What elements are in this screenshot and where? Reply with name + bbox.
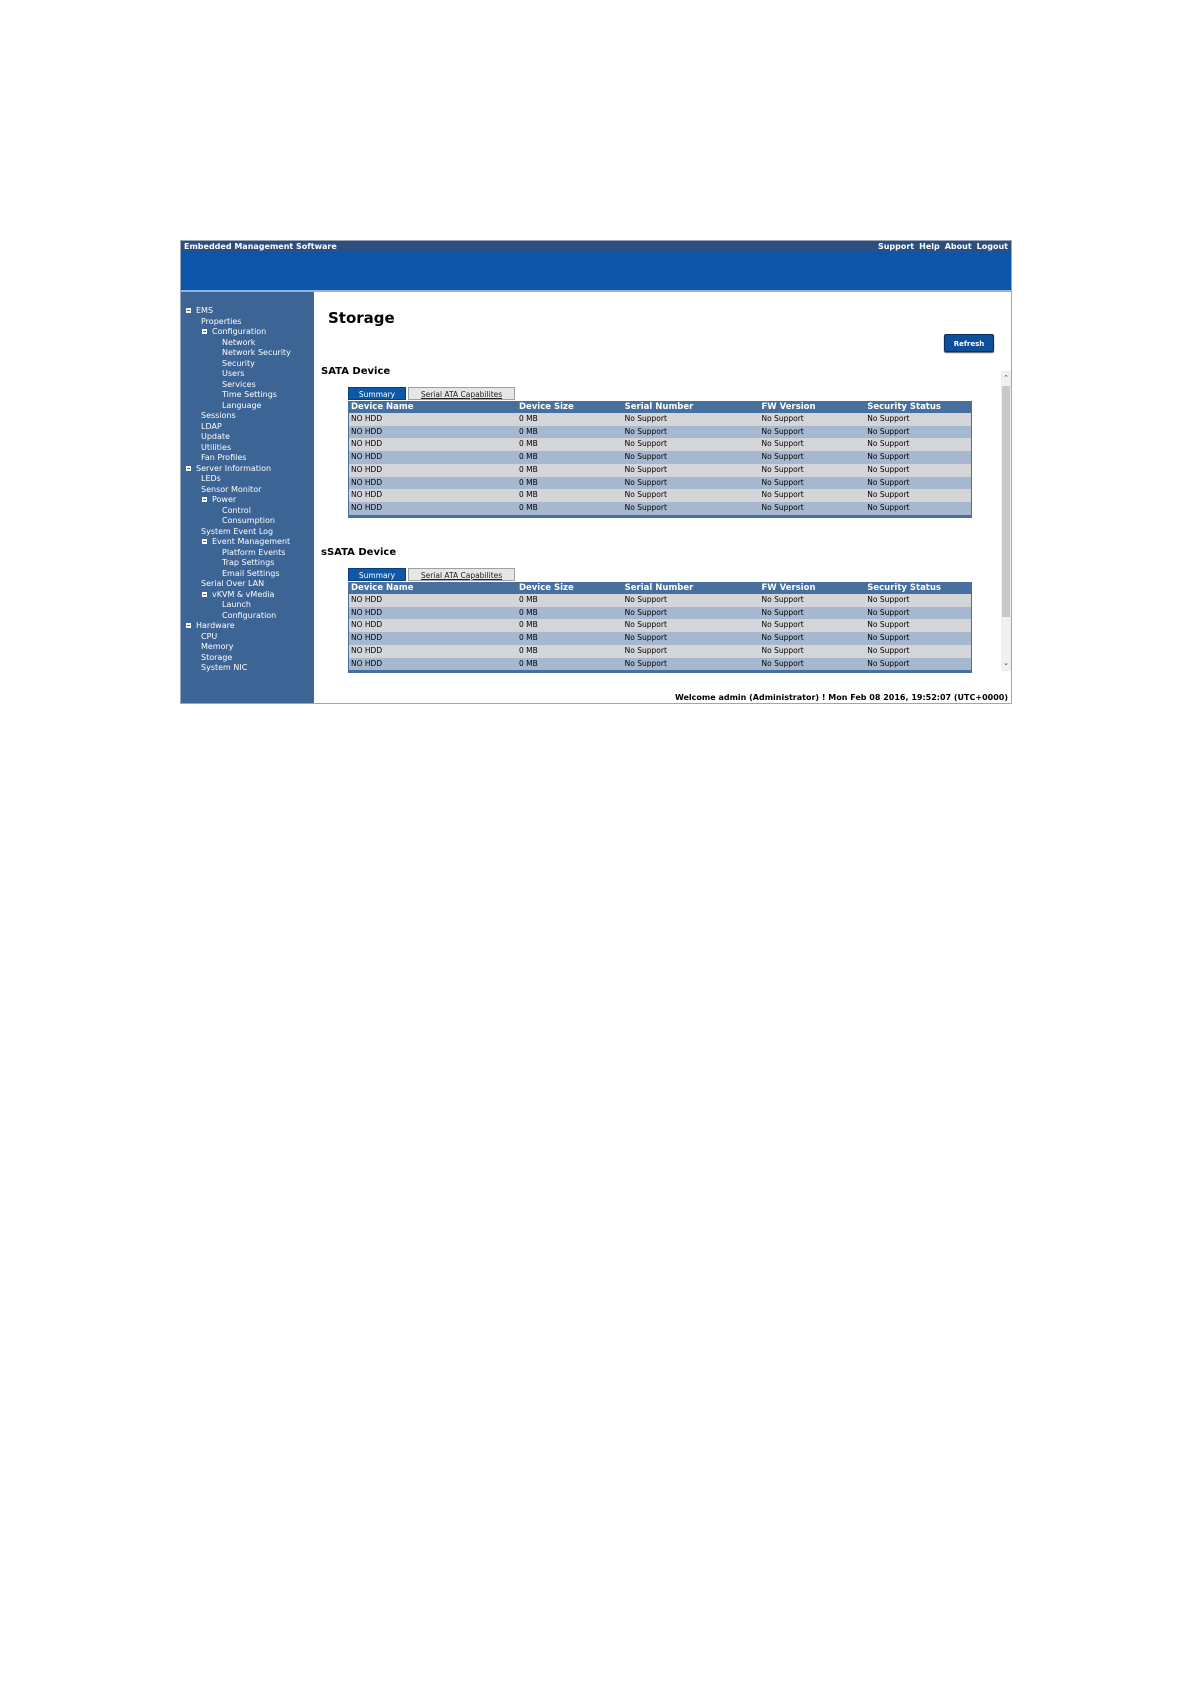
ssata-tab-capabilities[interactable]: Serial ATA Capabilites [408, 568, 515, 581]
table-cell: NO HDD [349, 477, 517, 490]
sidebar-item[interactable] [185, 537, 291, 548]
sidebar-item-label: Trap Settings [222, 558, 275, 567]
sidebar-item-label: System Event Log [201, 526, 274, 536]
sidebar-item-label: Language [222, 400, 262, 410]
table-cell: NO HDD [349, 502, 517, 515]
table-cell: NO HDD [349, 451, 517, 464]
table-cell: No Support [760, 477, 866, 490]
help-link[interactable]: Help [919, 242, 940, 251]
table-cell: No Support [865, 451, 971, 464]
table-cell: No Support [623, 489, 760, 502]
sidebar-item-label: Properties [201, 316, 242, 326]
header-banner [181, 252, 1011, 292]
sidebar-item-label: Network [222, 337, 256, 347]
sidebar-item[interactable] [185, 600, 291, 611]
table-cell: No Support [865, 619, 971, 632]
sidebar-item-label: Configuration [212, 327, 267, 336]
table-cell: No Support [760, 632, 866, 645]
sidebar-item[interactable] [185, 317, 291, 328]
table-cell: 0 MB [517, 464, 623, 477]
column-header: FW Version [761, 402, 816, 412]
table-cell: 0 MB [517, 594, 623, 607]
sidebar-item-label: Utilities [201, 442, 232, 452]
table-cell: NO HDD [349, 619, 517, 632]
table-cell: No Support [865, 413, 971, 426]
table-cell: No Support [865, 502, 971, 515]
sidebar-item[interactable] [185, 663, 291, 674]
column-header: Security Status [867, 402, 941, 412]
sidebar-item[interactable] [185, 516, 291, 527]
sidebar-item-label: Sensor Monitor [201, 484, 262, 494]
ssata-section-title: sSATA Device [321, 547, 397, 558]
table-cell: No Support [865, 438, 971, 451]
sidebar-item-label: Consumption [222, 516, 275, 525]
table-row [349, 658, 971, 671]
support-link[interactable]: Support [877, 242, 915, 251]
table-cell: No Support [623, 632, 760, 645]
table-cell: No Support [623, 438, 760, 451]
collapse-icon[interactable] [202, 497, 207, 502]
sidebar-item-label: Fan Profiles [201, 453, 247, 462]
column-header: FW Version [761, 583, 816, 593]
table-cell: No Support [760, 658, 866, 671]
table-row [349, 502, 971, 515]
sidebar-item[interactable] [185, 369, 291, 380]
sidebar-item-label: Platform Events [222, 547, 286, 557]
table-cell: No Support [865, 426, 971, 439]
table-cell: No Support [760, 438, 866, 451]
table-cell: 0 MB [517, 426, 623, 439]
table-cell: 0 MB [517, 619, 623, 632]
table-row [349, 632, 971, 645]
sidebar-item-label: LDAP [201, 421, 222, 431]
collapse-icon[interactable] [202, 592, 207, 597]
table-cell: No Support [623, 594, 760, 607]
column-header: Device Name [351, 583, 414, 593]
sidebar-item-label: vKVM & vMedia [212, 589, 275, 599]
table-row [349, 594, 971, 607]
main-content [314, 292, 1011, 703]
sata-section-title: SATA Device [321, 366, 391, 377]
sidebar-item[interactable] [185, 527, 291, 538]
sidebar-item[interactable] [185, 422, 291, 433]
column-header: Security Status [867, 583, 941, 593]
table-cell: No Support [623, 451, 760, 464]
table-cell: 0 MB [517, 477, 623, 490]
column-header: Device Name [351, 402, 414, 412]
sidebar-item[interactable] [185, 474, 291, 485]
sata-tab-capabilities[interactable]: Serial ATA Capabilites [408, 387, 515, 400]
sata-tabs [348, 387, 517, 400]
table-cell: No Support [623, 619, 760, 632]
table-row [349, 489, 971, 502]
sidebar-item-label: Configuration [222, 610, 277, 620]
collapse-icon[interactable] [186, 623, 191, 628]
sata-tab-summary[interactable]: Summary [348, 387, 406, 400]
sidebar-item-label: Email Settings [222, 568, 280, 578]
sidebar-item[interactable] [185, 359, 291, 370]
sidebar-item[interactable] [185, 380, 291, 391]
column-header: Serial Number [624, 583, 694, 593]
table-row [349, 645, 971, 658]
sidebar-item[interactable] [185, 632, 291, 643]
status-bar: Welcome admin (Administrator) ! Mon Feb 08 2016, 19:52:07 (UTC+0000) [674, 693, 1008, 702]
table-row [349, 607, 971, 620]
table-header-row [349, 402, 971, 413]
table-row [349, 619, 971, 632]
sidebar-item[interactable] [185, 453, 291, 464]
table-cell: 0 MB [517, 502, 623, 515]
sidebar-item[interactable] [185, 306, 291, 317]
sidebar-item[interactable] [185, 579, 291, 590]
sidebar-item-label: Users [222, 369, 245, 378]
table-row [349, 413, 971, 426]
sidebar-item[interactable] [185, 495, 291, 506]
table-cell: No Support [865, 477, 971, 490]
table-cell: No Support [760, 502, 866, 515]
top-links [878, 241, 1008, 252]
table-cell: 0 MB [517, 489, 623, 502]
sidebar-item[interactable] [185, 558, 291, 569]
sidebar-item[interactable] [185, 348, 291, 359]
scroll-up-icon[interactable]: ⌃ [1003, 374, 1009, 382]
scroll-down-icon[interactable]: ⌄ [1003, 659, 1009, 667]
sidebar-item-label: Control [222, 505, 251, 515]
app-window [180, 240, 1012, 704]
sidebar-item[interactable] [185, 611, 291, 622]
column-header: Device Size [518, 583, 574, 593]
sidebar-item[interactable] [185, 401, 291, 412]
column-header: Serial Number [624, 402, 694, 412]
logout-link[interactable]: Logout [976, 242, 1008, 251]
table-cell: No Support [760, 594, 866, 607]
ssata-tabs [348, 568, 517, 581]
table-cell: No Support [865, 658, 971, 671]
sidebar-item[interactable] [185, 653, 291, 664]
app-title: Embedded Management Software [184, 242, 337, 251]
table-cell: No Support [623, 477, 760, 490]
sidebar-item[interactable] [185, 642, 291, 653]
table-cell: 0 MB [517, 645, 623, 658]
page-title: Storage [328, 309, 395, 327]
sidebar-item[interactable] [185, 338, 291, 349]
ssata-device-table [348, 582, 972, 673]
sidebar-item[interactable] [185, 569, 291, 580]
column-header: Device Size [518, 402, 574, 412]
table-row [349, 451, 971, 464]
table-cell: 0 MB [517, 632, 623, 645]
table-cell: 0 MB [517, 658, 623, 671]
sidebar-item-label: Power [212, 495, 237, 504]
table-cell: No Support [760, 451, 866, 464]
table-cell: 0 MB [517, 607, 623, 620]
table-cell: NO HDD [349, 645, 517, 658]
scrollbar[interactable] [1001, 371, 1011, 671]
sidebar-item-label: LEDs [201, 474, 221, 483]
table-cell: No Support [760, 607, 866, 620]
sidebar-item-label: Time Settings [222, 390, 277, 399]
sidebar-item[interactable] [185, 485, 291, 496]
sidebar [181, 292, 314, 703]
table-row [349, 438, 971, 451]
table-cell: NO HDD [349, 658, 517, 671]
table-cell: 0 MB [517, 438, 623, 451]
sidebar-item[interactable] [185, 548, 291, 559]
table-header-row [349, 583, 971, 594]
sidebar-item[interactable] [185, 590, 291, 601]
table-cell: 0 MB [517, 451, 623, 464]
sidebar-item-label: Storage [201, 652, 233, 662]
table-row [349, 426, 971, 439]
collapse-icon[interactable] [186, 308, 191, 313]
table-cell: No Support [865, 489, 971, 502]
table-cell: No Support [623, 658, 760, 671]
sidebar-item-label: Security [222, 358, 255, 368]
table-cell: No Support [865, 464, 971, 477]
table-cell: No Support [760, 489, 866, 502]
sidebar-item-label: Launch [222, 600, 251, 609]
table-cell: NO HDD [349, 594, 517, 607]
ssata-tab-summary[interactable]: Summary [348, 568, 406, 581]
table-cell: No Support [623, 426, 760, 439]
sidebar-item-label: Serial Over LAN [201, 579, 265, 588]
collapse-icon[interactable] [202, 539, 207, 544]
sidebar-item-label: Memory [201, 642, 234, 651]
table-cell: No Support [760, 464, 866, 477]
table-cell: No Support [865, 645, 971, 658]
sidebar-item-label: EMS [196, 306, 214, 315]
table-cell: NO HDD [349, 413, 517, 426]
table-cell: No Support [760, 426, 866, 439]
sidebar-item-label: Event Management [212, 537, 291, 546]
table-cell: NO HDD [349, 438, 517, 451]
sidebar-item[interactable] [185, 621, 291, 632]
about-link[interactable]: About [944, 242, 972, 251]
table-cell: No Support [760, 645, 866, 658]
nav-tree [185, 306, 291, 674]
table-cell: 0 MB [517, 413, 623, 426]
sidebar-item[interactable] [185, 327, 291, 338]
scrollbar-thumb[interactable] [1002, 386, 1010, 617]
sidebar-item-label: Services [222, 379, 256, 389]
refresh-button[interactable]: Refresh [944, 334, 994, 352]
sidebar-item[interactable] [185, 506, 291, 517]
sidebar-item-label: Server Information [196, 463, 272, 473]
table-cell: No Support [865, 607, 971, 620]
table-cell: No Support [623, 607, 760, 620]
top-bar [181, 241, 1011, 252]
sidebar-item[interactable] [185, 390, 291, 401]
sidebar-item-label: CPU [201, 631, 218, 641]
table-cell: No Support [760, 413, 866, 426]
collapse-icon[interactable] [186, 466, 191, 471]
sidebar-item[interactable] [185, 432, 291, 443]
sidebar-item-label: System NIC [201, 663, 248, 672]
table-cell: NO HDD [349, 489, 517, 502]
table-row [349, 477, 971, 490]
table-cell: No Support [865, 632, 971, 645]
table-cell: No Support [760, 619, 866, 632]
table-cell: No Support [623, 502, 760, 515]
sidebar-item-label: Network Security [222, 348, 291, 357]
table-cell: No Support [623, 413, 760, 426]
table-cell: NO HDD [349, 464, 517, 477]
sidebar-item-label: Sessions [201, 411, 236, 420]
table-cell: No Support [623, 645, 760, 658]
sidebar-item[interactable] [185, 443, 291, 454]
table-cell: NO HDD [349, 426, 517, 439]
table-cell: No Support [623, 464, 760, 477]
collapse-icon[interactable] [202, 329, 207, 334]
table-cell: No Support [865, 594, 971, 607]
sidebar-item-label: Hardware [196, 621, 235, 630]
sata-device-table [348, 401, 972, 518]
sidebar-item[interactable] [185, 411, 291, 422]
table-row [349, 464, 971, 477]
sidebar-item[interactable] [185, 464, 291, 475]
sidebar-item-label: Update [201, 432, 230, 441]
table-cell: NO HDD [349, 607, 517, 620]
table-cell: NO HDD [349, 632, 517, 645]
